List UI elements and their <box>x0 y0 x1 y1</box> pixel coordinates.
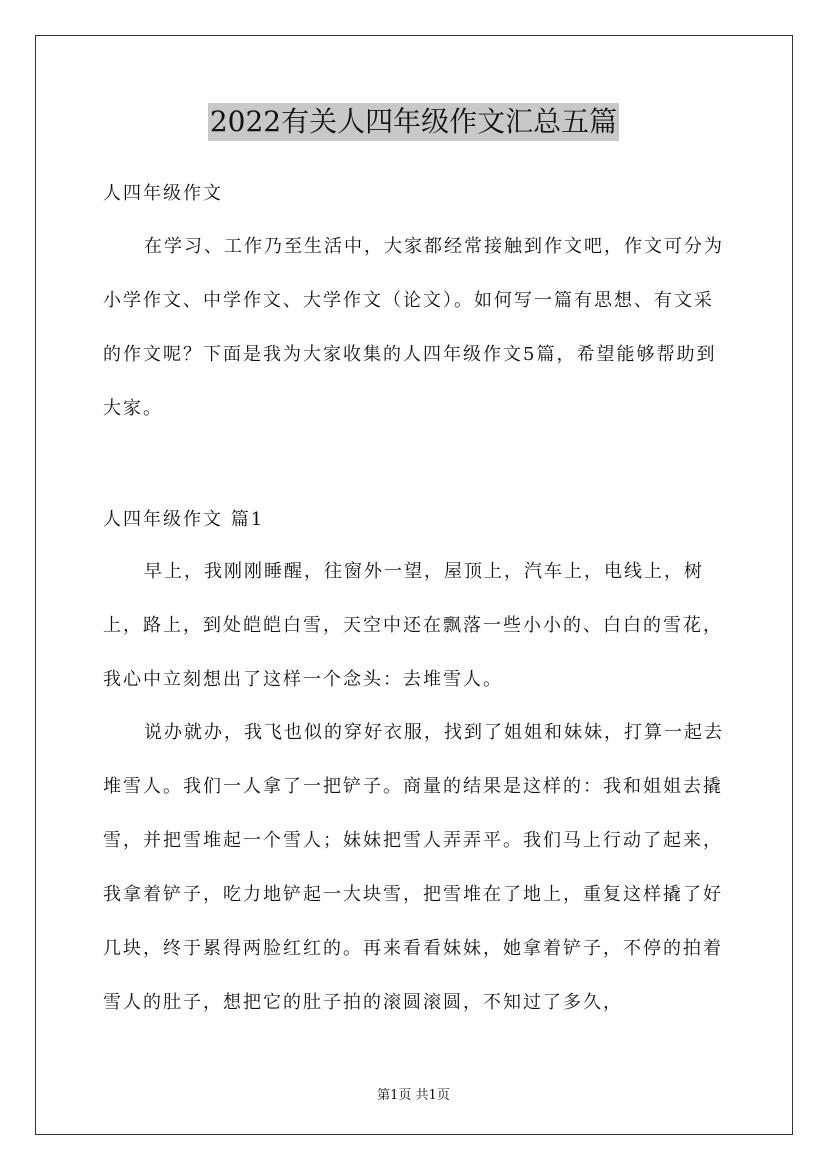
document-title: 2022有关人四年级作文汇总五篇 <box>208 103 619 141</box>
page-footer: 第1页 共1页 <box>377 1088 450 1103</box>
section1-paragraph-1: 早上，我刚刚睡醒，往窗外一望，屋顶上，汽车上，电线上，树上，路上，到处皑皑白雪，天空中还在飘落一些小小的、白白的雪花，我心中立刻想出了这样一个念头：去堆雪人。 <box>103 561 723 690</box>
title-container <box>0 103 827 141</box>
section1-paragraph-2: 说办就办，我飞也似的穿好衣服，找到了姐姐和妹妹，打算一起去堆雪人。我们一人拿了一把铲子。商量的结果是这样的：我和姐姐去撬雪，并把雪堆起一个雪人；妹妹把雪人弄弄平。我们马上行动了起来，我拿着铲子，吃力地铲起一大块雪，把雪堆在了地上，重复这样撬了好几块，终于累得两脸红红的。再来看看妹妹，她拿着铲子，不停的拍着雪人的肚子，想把它的肚子拍的滚圆滚圆，不知过了多久， <box>103 722 724 1013</box>
intro-heading: 人四年级作文 <box>103 183 223 204</box>
intro-paragraph: 在学习、工作乃至生活中，大家都经常接触到作文吧，作文可分为小学作文、中学作文、大学作文（论文）。如何写一篇有思想、有文采的作文呢？下面是我为大家收集的人四年级作文5篇，希望能够帮助到大家。 <box>103 236 724 419</box>
section1-heading: 人四年级作文 篇1 <box>103 509 265 530</box>
